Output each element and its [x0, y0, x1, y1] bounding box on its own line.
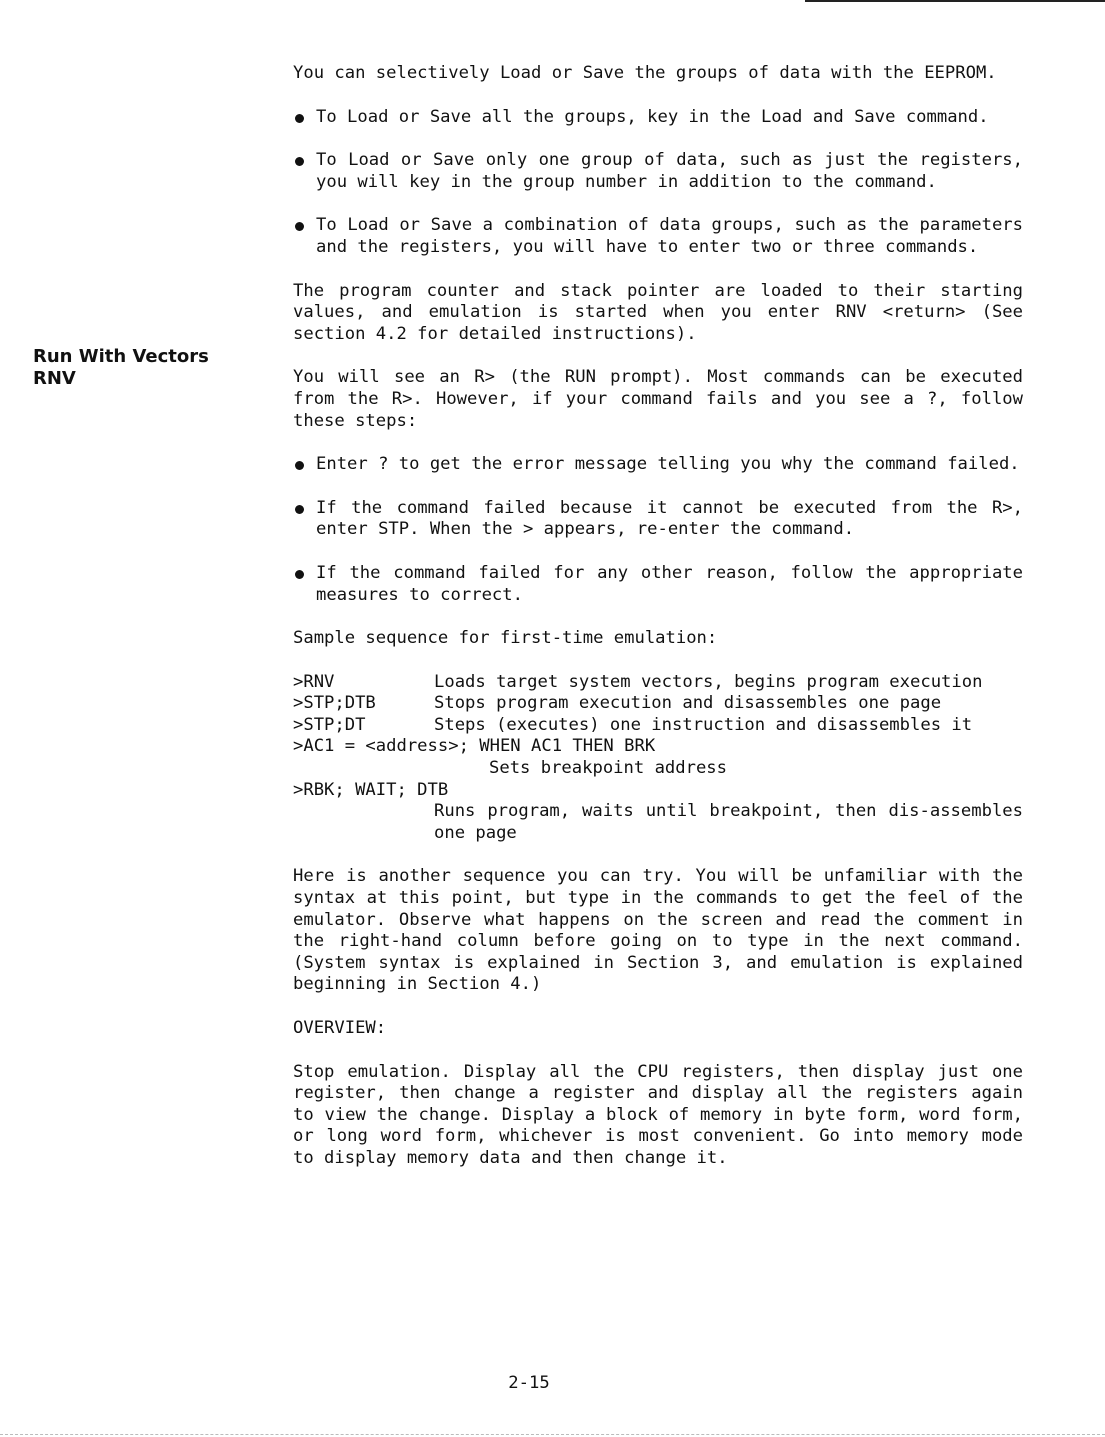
sample-intro: Sample sequence for first-time emulation:: [293, 628, 718, 649]
sequence-description-rbk: Runs program, waits until breakpoint, then dis-assembles one page: [434, 801, 1023, 843]
sequence-row: [293, 715, 1023, 737]
bullet-icon: [295, 222, 304, 231]
heading-line-2: RNV: [33, 368, 76, 389]
top-rule: [805, 0, 1105, 2]
another-sequence-paragraph: Here is another sequence you can try. You will be unfamiliar with the syntax at this point, but type in the commands to get the feel of the emulator. Observe what happens on the screen and read the comment in the right-hand column before going on to type in the next command. (System syntax is explained in Section 3, and emulation is explained beginning in Section 4.): [293, 866, 1023, 995]
bullet-load-save-one: To Load or Save only one group of data, such as just the registers, you will key in the group number in addition to the command.: [293, 150, 1023, 193]
page-number: 2-15: [508, 1373, 550, 1393]
bullet-icon: [295, 114, 304, 123]
bullet-icon: [295, 505, 304, 514]
bullet-load-save-combination: To Load or Save a combination of data groups, such as the parameters and the registers, you will have to enter two or three commands.: [293, 215, 1023, 258]
bullet-icon: [295, 461, 304, 470]
bullet-other-reason: If the command failed for any other reason, follow the appropriate measures to correct.: [293, 563, 1023, 606]
sequence-command: >STP;DTB: [293, 693, 376, 714]
bullet-enter-question: Enter ? to get the error message telling you why the command failed.: [293, 454, 1023, 476]
sequence-description-ac1: Sets breakpoint address: [489, 758, 727, 779]
overview-paragraph: Stop emulation. Display all the CPU registers, then display just one register, then change a register and display all the registers again to view the change. Display a block of memory in byte form, word form, or long word form, whichever is most convenient. Go into memory mode to display memory data and then change it.: [293, 1061, 1023, 1168]
bullet-icon: [295, 157, 304, 166]
sequence-command-ac1: >AC1 = <address>; WHEN AC1 THEN BRK: [293, 736, 656, 757]
sequence-command: >STP;DT: [293, 714, 366, 735]
overview-label: OVERVIEW:: [293, 1018, 387, 1038]
sequence-row: [293, 693, 1023, 715]
sequence-command: >RNV: [293, 671, 335, 692]
rnv-paragraph: The program counter and stack pointer are loaded to their starting values, and emulation is started when you enter RNV <return> (See section 4.2 for detailed instructions).: [293, 280, 1023, 344]
margin-heading-run-with-vectors: [33, 346, 209, 390]
sequence-row: [293, 672, 1023, 694]
bullet-enter-stp: If the command failed because it cannot be executed from the R>, enter STP. When the > appears, re-enter the command.: [293, 498, 1023, 541]
sequence-description: Loads target system vectors, begins program execution: [434, 671, 983, 692]
sequence-description: Stops program execution and disassembles one page: [434, 693, 942, 714]
sample-sequence: [293, 672, 1023, 845]
heading-line-1: Run With Vectors: [33, 346, 209, 367]
sequence-command-rbk: >RBK; WAIT; DTB: [293, 779, 449, 800]
bottom-rule: [0, 1434, 1105, 1435]
sequence-description: Steps (executes) one instruction and disassembles it: [434, 714, 973, 735]
run-prompt-paragraph: You will see an R> (the RUN prompt). Most commands can be executed from the R>. However, if your command fails and you see a ?, follow these steps:: [293, 367, 1023, 431]
bullet-icon: [295, 570, 304, 579]
intro-paragraph: You can selectively Load or Save the groups of data with the EEPROM.: [293, 63, 997, 83]
bullet-load-save-all: To Load or Save all the groups, key in the Load and Save command.: [293, 107, 1023, 129]
body-text: [293, 63, 1023, 1192]
